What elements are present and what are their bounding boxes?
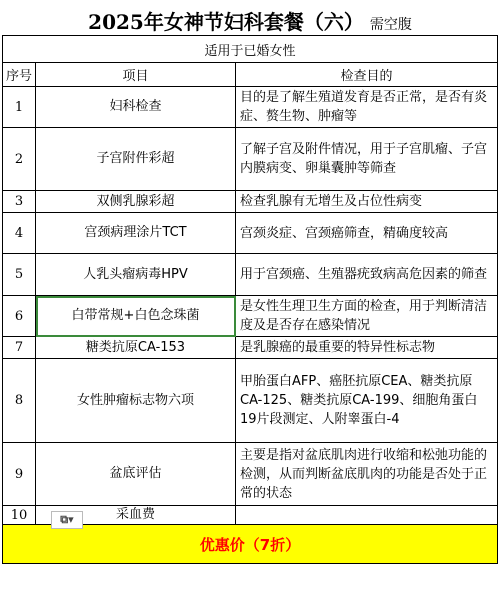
- table-row: [3, 296, 498, 337]
- row-item-selected-cell[interactable]: 白带常规+白色念珠菌: [36, 296, 236, 337]
- table-row: [3, 213, 498, 254]
- row-num[interactable]: 8: [3, 359, 36, 443]
- row-num[interactable]: 10: [3, 506, 36, 525]
- row-purpose[interactable]: 目的是了解生殖道发育是否正常，是否有炎症、赘生物、肿瘤等: [236, 87, 498, 128]
- row-item[interactable]: 人乳头瘤病毒HPV: [36, 254, 236, 296]
- row-num[interactable]: 7: [3, 337, 36, 359]
- row-num[interactable]: 3: [3, 191, 36, 213]
- table-row: [3, 254, 498, 296]
- header-purpose[interactable]: 检查目的: [236, 63, 498, 87]
- row-purpose[interactable]: 宫颈炎症、宫颈癌筛查，精确度较高: [236, 213, 498, 254]
- row-num[interactable]: 6: [3, 296, 36, 337]
- subtitle-cell[interactable]: 适用于已婚女性: [3, 36, 498, 63]
- discount-price-label: 优惠价（7折）: [199, 535, 301, 554]
- row-item[interactable]: 糖类抗原CA-153: [36, 337, 236, 359]
- table-row: [3, 443, 498, 506]
- table-row: [3, 359, 498, 443]
- footer-row: [3, 525, 498, 564]
- row-item[interactable]: 子宫附件彩超: [36, 128, 236, 191]
- row-purpose[interactable]: 是乳腺癌的最重要的特异性标志物: [236, 337, 498, 359]
- table-row: [3, 87, 498, 128]
- row-purpose[interactable]: 主要是指对盆底肌肉进行收缩和松弛功能的检测，从而判断盆底肌肉的功能是否处于正常的状态: [236, 443, 498, 506]
- row-num[interactable]: 4: [3, 213, 36, 254]
- row-purpose[interactable]: [236, 506, 498, 525]
- table-row: [3, 128, 498, 191]
- header-row: [3, 63, 498, 87]
- row-item[interactable]: 妇科检查: [36, 87, 236, 128]
- row-item[interactable]: 宫颈病理涂片TCT: [36, 213, 236, 254]
- row-item[interactable]: 双侧乳腺彩超: [36, 191, 236, 213]
- row-purpose[interactable]: 检查乳腺有无增生及占位性病变: [236, 191, 498, 213]
- row-purpose[interactable]: 用于宫颈癌、生殖器疣致病高危因素的筛查: [236, 254, 498, 296]
- row-purpose[interactable]: 是女性生理卫生方面的检查，用于判断清洁度及是否存在感染情况: [236, 296, 498, 337]
- title-row: [3, 6, 498, 36]
- header-num[interactable]: 序号: [3, 63, 36, 87]
- title-cell[interactable]: [3, 6, 498, 36]
- row-num[interactable]: 2: [3, 128, 36, 191]
- row-item[interactable]: 盆底评估: [36, 443, 236, 506]
- subtitle-row: [3, 36, 498, 63]
- fasting-note: 需空腹: [369, 17, 412, 33]
- row-num[interactable]: 1: [3, 87, 36, 128]
- table-row: [3, 191, 498, 213]
- row-num[interactable]: 9: [3, 443, 36, 506]
- row-num[interactable]: 5: [3, 254, 36, 296]
- header-item[interactable]: 项目: [36, 63, 236, 87]
- row-purpose[interactable]: 了解子宫及附件情况，用于子宫肌瘤、子宫内膜病变、卵巢囊肿等筛查: [236, 128, 498, 191]
- package-table: [2, 6, 498, 564]
- row-purpose[interactable]: 甲胎蛋白AFP、癌胚抗原CEA、糖类抗原CA-125、糖类抗原CA-199、细胞角蛋白19片段测定、人附睾蛋白-4: [236, 359, 498, 443]
- row-item[interactable]: 采血费: [36, 506, 236, 525]
- row-item[interactable]: 女性肿瘤标志物六项: [36, 359, 236, 443]
- page-title: 2025年女神节妇科套餐（六）: [88, 10, 364, 34]
- table-row: [3, 337, 498, 359]
- paste-options-icon[interactable]: ⧉▾: [51, 511, 83, 529]
